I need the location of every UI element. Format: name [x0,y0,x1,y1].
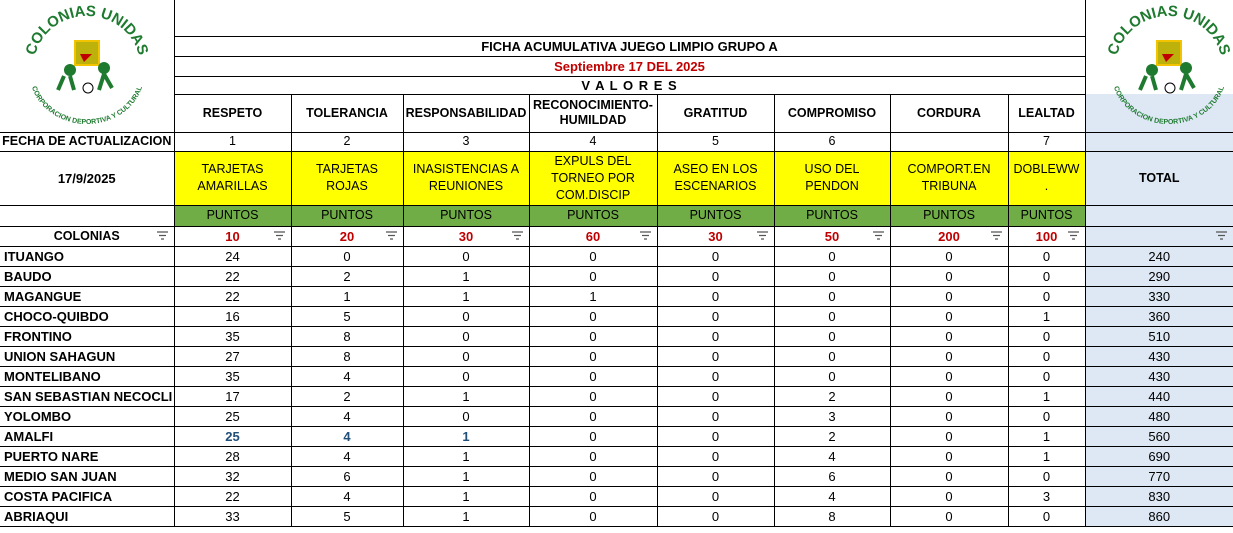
value-count-cell: 25 [174,426,291,446]
value-count-cell: 0 [529,486,657,506]
value-count-cell: 2 [291,266,403,286]
value-count-cell: 25 [174,406,291,426]
value-puntos-6: PUNTOS [890,205,1008,226]
total-cell: 240 [1085,246,1233,266]
total-header-num [1085,132,1233,151]
team-name: MAGANGUE [0,286,174,306]
value-name-4: GRATITUD [657,94,774,132]
value-count-cell: 33 [174,506,291,526]
total-cell: 770 [1085,466,1233,486]
value-count-cell: 8 [291,326,403,346]
filter-dropdown-icon[interactable] [1068,231,1079,240]
value-count-cell: 0 [403,326,529,346]
value-puntos-4: PUNTOS [657,205,774,226]
value-count-cell: 0 [529,306,657,326]
value-weight-label: 60 [585,228,601,244]
filter-dropdown-icon[interactable] [757,231,768,240]
value-count-cell: 0 [774,346,890,366]
top-blank-cell [174,0,1085,36]
value-count-cell: 5 [291,506,403,526]
value-count-cell: 0 [657,286,774,306]
value-count-cell: 1 [1008,446,1085,466]
team-name: ABRIAQUI [0,506,174,526]
value-count-cell: 0 [529,506,657,526]
value-description-4: ASEO EN LOS ESCENARIOS [657,151,774,205]
value-count-cell: 0 [890,486,1008,506]
value-count-cell: 0 [1008,366,1085,386]
value-name-3: RECONOCIMIENTO-HUMILDAD [529,94,657,132]
team-name: PUERTO NARE [0,446,174,466]
value-count-cell: 0 [890,266,1008,286]
value-count-cell: 0 [1008,246,1085,266]
sheet-date-line: Septiembre 17 DEL 2025 [174,56,1085,76]
total-cell: 440 [1085,386,1233,406]
value-count-cell: 1 [291,286,403,306]
value-number-5: 6 [774,132,890,151]
value-count-cell: 0 [403,366,529,386]
value-count-cell: 6 [774,466,890,486]
colonias-header[interactable] [0,226,174,246]
filter-dropdown-icon[interactable] [640,231,651,240]
value-name-1: TOLERANCIA [291,94,403,132]
value-count-cell: 1 [403,506,529,526]
value-count-cell: 0 [1008,326,1085,346]
value-count-cell: 8 [291,346,403,366]
value-count-cell: 5 [291,306,403,326]
value-weight-label: 100 [1035,228,1058,244]
value-count-cell: 0 [890,326,1008,346]
total-cell: 690 [1085,446,1233,466]
value-puntos-3: PUNTOS [529,205,657,226]
total-cell: 830 [1085,486,1233,506]
value-name-2: RESPONSABILIDAD [403,94,529,132]
value-count-cell: 0 [657,426,774,446]
team-name: YOLOMBO [0,406,174,426]
team-name: CHOCO-QUIBDO [0,306,174,326]
value-count-cell: 1 [403,386,529,406]
value-count-cell: 3 [774,406,890,426]
total-cell: 330 [1085,286,1233,306]
value-number-1: 2 [291,132,403,151]
total-cell: 510 [1085,326,1233,346]
value-count-cell: 0 [529,386,657,406]
value-description-3: EXPULS DEL TORNEO POR COM.DISCIP [529,151,657,205]
value-count-cell: 0 [657,366,774,386]
value-count-cell: 0 [1008,506,1085,526]
value-count-cell: 0 [657,486,774,506]
value-count-cell: 0 [529,426,657,446]
value-count-cell: 1 [403,266,529,286]
value-weight-4[interactable] [657,226,774,246]
value-count-cell: 22 [174,486,291,506]
colonias-unidas-logo-left [12,4,162,124]
filter-dropdown-icon[interactable] [157,231,168,240]
value-description-7: DOBLEWW . [1008,151,1085,205]
value-weight-6[interactable] [890,226,1008,246]
value-count-cell: 0 [890,286,1008,306]
value-count-cell: 0 [774,326,890,346]
svg-text:COLONIAS UNIDAS: COLONIAS UNIDAS [1104,4,1233,58]
value-count-cell: 22 [174,266,291,286]
value-description-1: TARJETAS ROJAS [291,151,403,205]
total-cell: 480 [1085,406,1233,426]
valores-header: V A L O R E S [174,76,1085,94]
value-count-cell: 27 [174,346,291,366]
team-name: ITUANGO [0,246,174,266]
value-puntos-7: PUNTOS [1008,205,1085,226]
team-name: BAUDO [0,266,174,286]
table-row [0,426,1233,446]
value-count-cell: 0 [774,306,890,326]
colonias-unidas-logo-right [1094,4,1233,124]
value-count-cell: 0 [890,366,1008,386]
total-cell: 860 [1085,506,1233,526]
value-count-cell: 0 [890,386,1008,406]
team-name: COSTA PACIFICA [0,486,174,506]
value-count-cell: 0 [657,246,774,266]
team-name: AMALFI [0,426,174,446]
value-count-cell: 0 [1008,266,1085,286]
value-count-cell: 1 [1008,386,1085,406]
value-count-cell: 0 [657,446,774,466]
value-count-cell: 4 [291,426,403,446]
value-count-cell: 24 [174,246,291,266]
team-name: FRONTINO [0,326,174,346]
value-count-cell: 32 [174,466,291,486]
fecha-label: FECHA DE ACTUALIZACION [0,132,174,151]
sheet-title: FICHA ACUMULATIVA JUEGO LIMPIO GRUPO A [174,36,1085,56]
blank-puntos-cell [0,205,174,226]
value-count-cell: 3 [1008,486,1085,506]
value-count-cell: 0 [403,306,529,326]
svg-text:CORPORACION DEPORTIVA Y CULTUR: CORPORACION DEPORTIVA Y CULTURAL [30,85,144,124]
value-weight-label: 10 [225,228,240,244]
value-count-cell: 0 [529,466,657,486]
value-count-cell: 1 [403,286,529,306]
colonias-label: COLONIAS [53,228,120,243]
filter-dropdown-icon[interactable] [873,231,884,240]
value-count-cell: 4 [291,366,403,386]
table-row [0,506,1233,526]
filter-dropdown-icon[interactable] [512,231,523,240]
value-count-cell: 0 [774,366,890,386]
svg-text:CORPORACION DEPORTIVA Y CULTUR: CORPORACION DEPORTIVA Y CULTURAL [1112,85,1226,124]
value-name-5: COMPROMISO [774,94,890,132]
total-label: TOTAL [1085,151,1233,205]
value-number-0: 1 [174,132,291,151]
value-count-cell: 0 [657,346,774,366]
value-count-cell: 2 [774,386,890,406]
value-count-cell: 0 [657,406,774,426]
filter-dropdown-icon[interactable] [1216,231,1227,240]
value-count-cell: 0 [890,446,1008,466]
value-count-cell: 17 [174,386,291,406]
value-name-0: RESPETO [174,94,291,132]
total-cell: 360 [1085,306,1233,326]
value-count-cell: 0 [657,386,774,406]
value-description-6: COMPORT.EN TRIBUNA [890,151,1008,205]
value-count-cell: 0 [403,246,529,266]
value-count-cell: 2 [291,386,403,406]
table-row [0,266,1233,286]
table-row [0,286,1233,306]
table-row [0,366,1233,386]
value-count-cell: 0 [1008,286,1085,306]
table-row [0,306,1233,326]
team-name: MEDIO SAN JUAN [0,466,174,486]
table-row [0,486,1233,506]
value-count-cell: 0 [529,406,657,426]
value-weight-label: 20 [339,228,355,244]
value-count-cell: 4 [774,486,890,506]
fecha-value: 17/9/2025 [0,151,174,205]
value-count-cell: 0 [291,246,403,266]
value-count-cell: 35 [174,366,291,386]
total-cell: 430 [1085,366,1233,386]
table-row [0,446,1233,466]
total-filter-cell[interactable] [1085,226,1233,246]
value-count-cell: 0 [529,346,657,366]
value-count-cell: 1 [403,466,529,486]
value-count-cell: 1 [403,446,529,466]
team-name: MONTELIBANO [0,366,174,386]
value-count-cell: 1 [1008,306,1085,326]
value-count-cell: 0 [529,366,657,386]
value-puntos-2: PUNTOS [403,205,529,226]
value-count-cell: 0 [890,426,1008,446]
value-weight-2[interactable] [403,226,529,246]
value-count-cell: 0 [403,406,529,426]
value-count-cell: 0 [774,286,890,306]
filter-dropdown-icon[interactable] [991,231,1002,240]
table-row [0,346,1233,366]
team-name: UNION SAHAGUN [0,346,174,366]
value-weight-1[interactable] [291,226,403,246]
value-weight-label: 30 [708,228,723,244]
value-count-cell: 16 [174,306,291,326]
value-count-cell: 4 [291,486,403,506]
value-weight-label: 200 [938,228,960,244]
value-count-cell: 0 [403,346,529,366]
value-count-cell: 0 [657,466,774,486]
value-puntos-0: PUNTOS [174,205,291,226]
value-number-2: 3 [403,132,529,151]
value-count-cell: 22 [174,286,291,306]
value-number-3: 4 [529,132,657,151]
value-count-cell: 0 [890,306,1008,326]
value-weight-5[interactable] [774,226,890,246]
value-number-7: 7 [1008,132,1085,151]
value-description-0: TARJETAS AMARILLAS [174,151,291,205]
value-count-cell: 0 [890,246,1008,266]
value-count-cell: 1 [529,286,657,306]
total-cell: 430 [1085,346,1233,366]
value-count-cell: 0 [529,326,657,346]
svg-text:COLONIAS UNIDAS: COLONIAS UNIDAS [22,4,152,58]
value-count-cell: 0 [890,466,1008,486]
value-count-cell: 0 [657,506,774,526]
value-count-cell: 0 [890,506,1008,526]
value-weight-label: 30 [458,228,474,244]
value-count-cell: 1 [403,426,529,446]
value-weight-3[interactable] [529,226,657,246]
value-count-cell: 1 [403,486,529,506]
value-description-2: INASISTENCIAS A REUNIONES [403,151,529,205]
team-name: SAN SEBASTIAN NECOCLI [0,386,174,406]
value-name-6: CORDURA [890,94,1008,132]
value-count-cell: 0 [529,446,657,466]
value-puntos-5: PUNTOS [774,205,890,226]
table-row [0,406,1233,426]
value-count-cell: 8 [774,506,890,526]
value-count-cell: 35 [174,326,291,346]
value-count-cell: 0 [657,266,774,286]
value-count-cell: 0 [1008,406,1085,426]
value-number-6 [890,132,1008,151]
value-count-cell: 0 [890,406,1008,426]
value-number-4: 5 [657,132,774,151]
value-count-cell: 2 [774,426,890,446]
value-count-cell: 6 [291,466,403,486]
value-name-7: LEALTAD [1008,94,1085,132]
value-count-cell: 0 [1008,466,1085,486]
total-cell: 290 [1085,266,1233,286]
value-weight-7[interactable] [1008,226,1085,246]
value-count-cell: 0 [657,306,774,326]
total-cell: 560 [1085,426,1233,446]
value-count-cell: 0 [657,326,774,346]
filter-dropdown-icon[interactable] [386,231,397,240]
value-description-5: USO DEL PENDON [774,151,890,205]
value-weight-label: 50 [824,228,840,244]
value-count-cell: 0 [774,246,890,266]
value-count-cell: 0 [529,246,657,266]
value-count-cell: 0 [1008,346,1085,366]
value-count-cell: 4 [774,446,890,466]
value-count-cell: 28 [174,446,291,466]
value-count-cell: 0 [774,266,890,286]
value-puntos-1: PUNTOS [291,205,403,226]
value-count-cell: 1 [1008,426,1085,446]
value-count-cell: 4 [291,446,403,466]
value-count-cell: 0 [529,266,657,286]
value-count-cell: 4 [291,406,403,426]
value-count-cell: 0 [890,346,1008,366]
table-row [0,326,1233,346]
table-row [0,386,1233,406]
filter-dropdown-icon[interactable] [274,231,285,240]
table-row [0,246,1233,266]
table-row [0,466,1233,486]
value-weight-0[interactable] [174,226,291,246]
total-header-puntos [1085,205,1233,226]
